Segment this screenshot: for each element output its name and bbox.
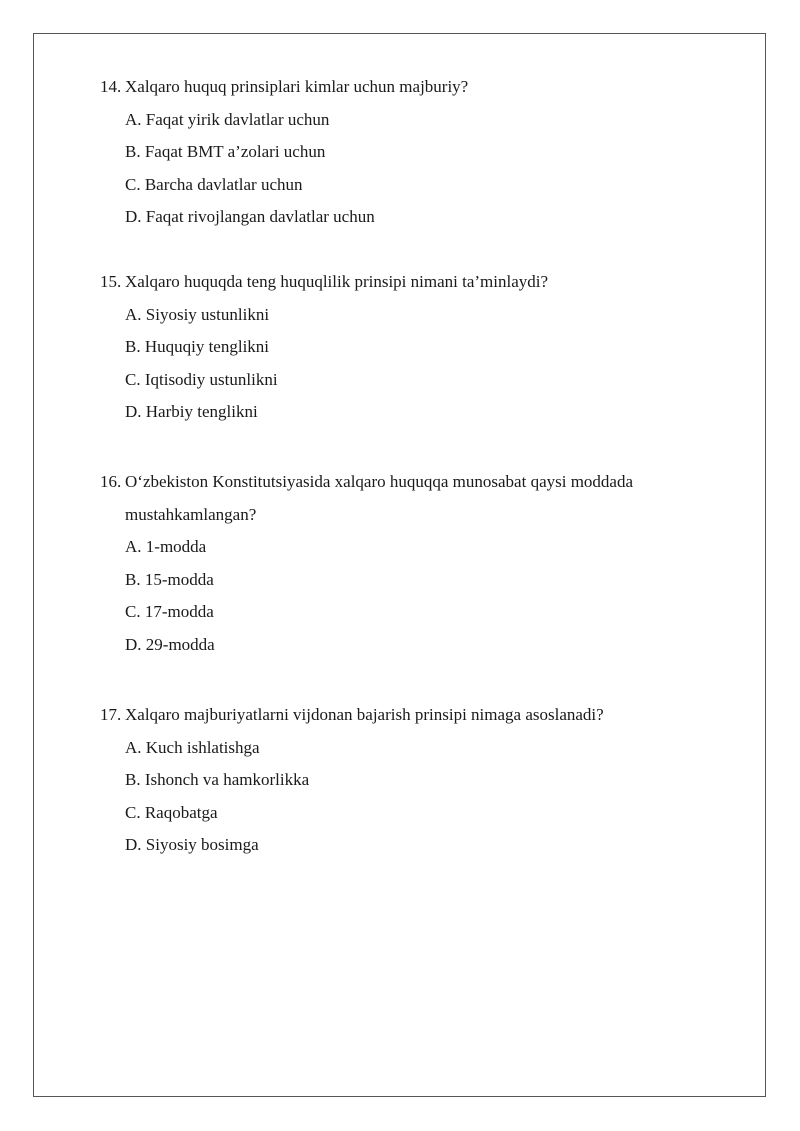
question-number: 16. [100,472,122,491]
answer-option-c: C. 17-modda [125,602,214,621]
question-number: 15. [100,272,122,291]
answer-option-a: A. Kuch ishlatishga [125,737,260,757]
question-stem [100,699,700,732]
answer-option-d: D. Faqat rivojlangan davlatlar uchun [125,207,375,226]
answer-option-d: D. Harbiy tenglikni [125,402,258,421]
question-number: 17. [100,705,122,724]
question-text: Xalqaro huquq prinsiplari kimlar uchun majburiy? [125,77,469,96]
answer-option-b: B. Ishonch va hamkorlikka [125,770,310,789]
answer-option-b: B. 15-modda [125,569,214,589]
answer-option-d: D. Siyosiy bosimga [125,835,259,854]
question-text: Xalqaro majburiyatlarni vijdonan bajarish prinsipi nimaga asoslanadi? [125,705,604,724]
answer-option-a: A. Faqat yirik davlatlar uchun [125,109,330,129]
question-stem [100,466,700,531]
question-14 [100,71,700,234]
answer-option-c: C. Iqtisodiy ustunlikni [125,369,278,389]
answer-option-b: B. Huquqiy tenglikni [125,337,270,356]
question-stem [100,266,700,299]
question-16 [100,466,700,661]
question-text: Xalqaro huquqda teng huquqlilik prinsipi nimani ta’minlaydi? [125,272,549,291]
answer-option-a: A. 1-modda [125,537,207,556]
question-number: 14. [100,77,122,96]
answer-option-d: D. 29-modda [125,634,215,654]
question-15 [100,266,700,429]
question-stem [100,71,700,104]
answer-option-a: A. Siyosiy ustunlikni [125,304,270,324]
question-text: O‘zbekiston Konstitutsiyasida xalqaro huquqqa munosabat qaysi moddada mustahkamlangan? [125,472,634,524]
answer-option-b: B. Faqat BMT a’zolari uchun [125,142,326,161]
answer-option-c: C. Raqobatga [125,802,218,822]
question-17 [100,699,700,862]
answer-option-c: C. Barcha davlatlar uchun [125,174,303,194]
